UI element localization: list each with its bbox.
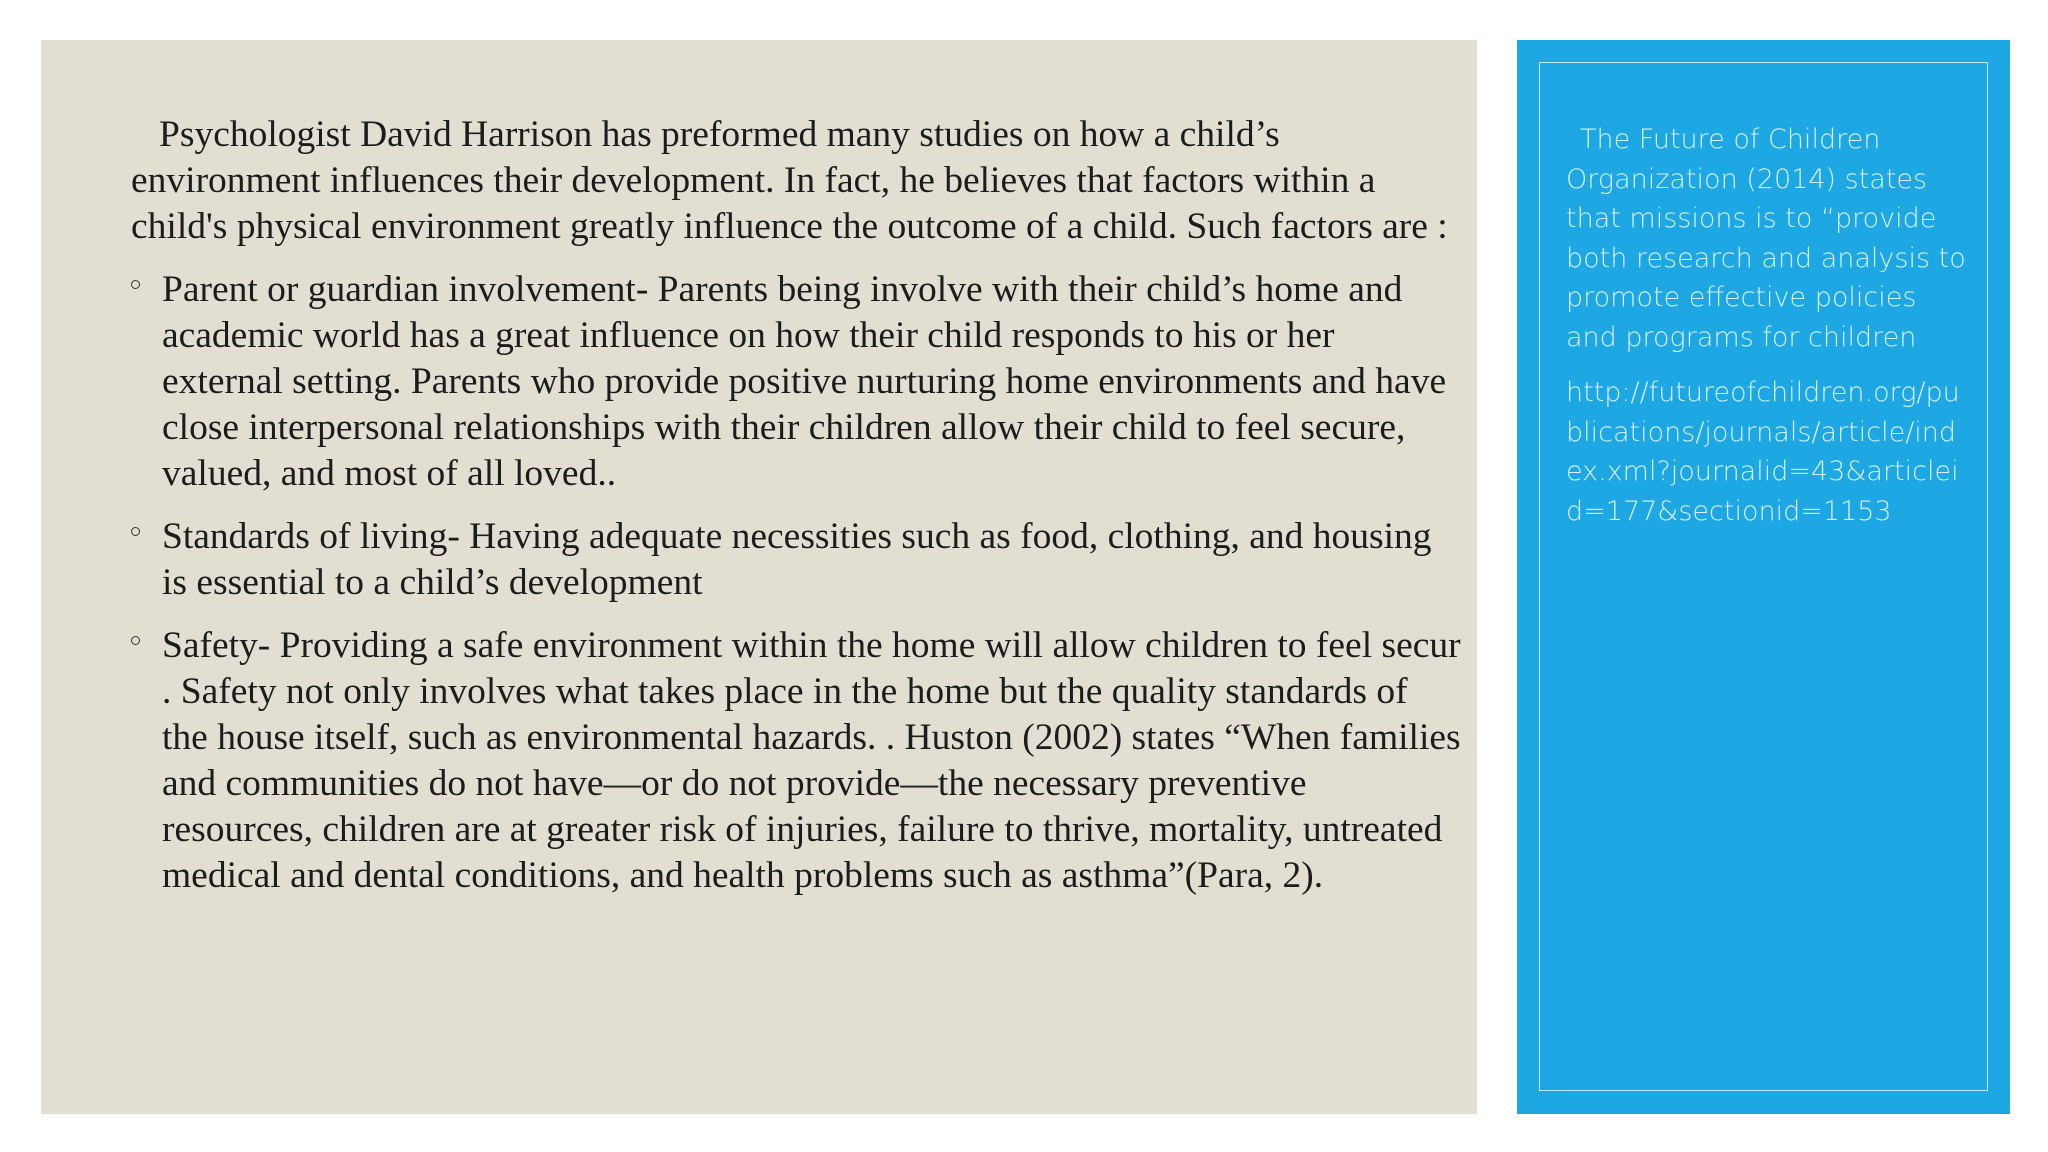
sidebar-text (1566, 120, 1966, 531)
bullet-text: Safety- Providing a safe environment within the home will allow children to feel secur . Safety not only involves what takes place in the home but the quality standards of the house itself, such as environmental hazards. . Huston (2002) states “When families and communities do not have—or do not provide—the necessary preventive resources, children are at greater risk of injuries, failure to thrive, mortality, untreated medical and dental conditions, and health problems such as asthma”(Para, 2). (162, 625, 1461, 896)
sidebar-panel (1517, 40, 2010, 1114)
list-item (131, 514, 1461, 606)
intro-paragraph: Psychologist David Harrison has preformed many studies on how a child’s environment influences their development. In fact, he believes that factors within a child's physical environment greatly influence the outcome of a child. Such factors are : (131, 114, 1448, 247)
bullet-circle-icon (131, 527, 140, 536)
sidebar-quote: The Future of Children Organization (2014) states that missions is to “provide both research and analysis to promote effective policies and programs for children (1566, 124, 1966, 353)
main-text-body (131, 112, 1461, 916)
bullet-circle-icon (131, 636, 140, 645)
list-item (131, 267, 1461, 497)
list-item (131, 623, 1461, 899)
bullet-text: Standards of living- Having adequate necessities such as food, clothing, and housing is essential to a child’s development (162, 516, 1432, 603)
factor-list (131, 267, 1461, 899)
main-content-panel (41, 40, 1477, 1114)
bullet-text: Parent or guardian involvement- Parents being involve with their child’s home and academic world has a great influence on how their child responds to his or her external setting. Parents who provide positive nurturing home environments and have close interpersonal relationships with their children allow their child to feel secure, valued, and most of all loved.. (162, 269, 1447, 494)
source-url-link[interactable]: http://futureofchildren.org/publications/journals/article/index.xml?journalid=43&articleid=177&sectionid=1153 (1566, 377, 1960, 527)
bullet-circle-icon (131, 280, 140, 289)
